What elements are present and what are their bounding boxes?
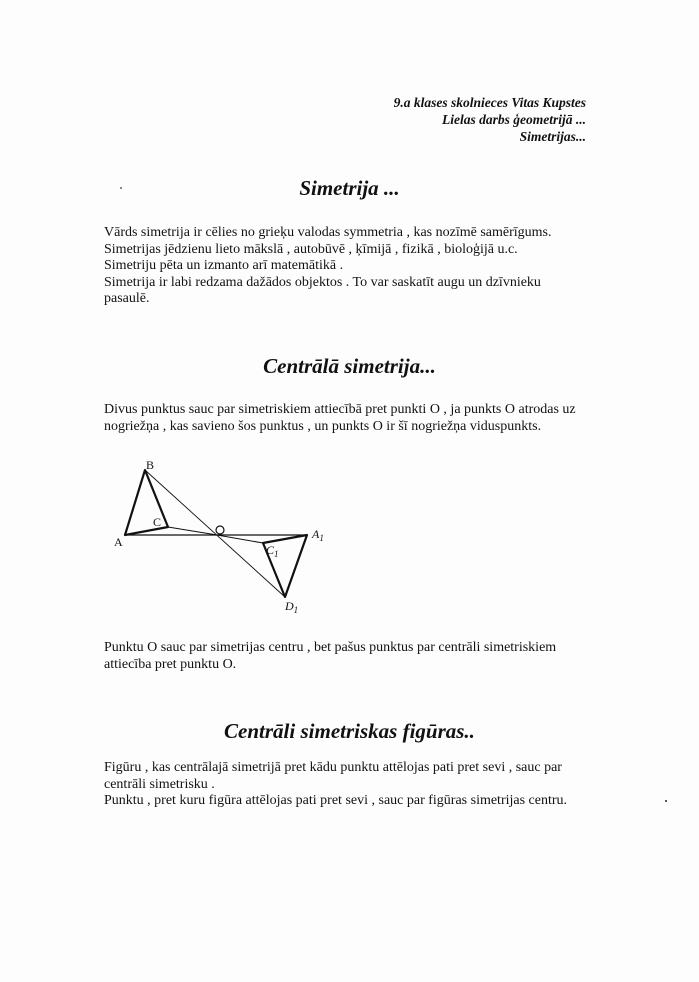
- paragraph-line: Vārds simetrija ir cēlies no grieķu valodas symmetria , kas nozīmē samērīgums.: [104, 225, 552, 240]
- label-A: A: [114, 535, 123, 549]
- label-A1: $A_1$: [312, 527, 324, 543]
- label-B: B: [146, 458, 155, 472]
- header-line-topic: Simetrijas...: [519, 129, 586, 144]
- label-D1: $D_1$: [285, 599, 299, 615]
- paragraph-line: nogriežņa , kas savieno šos punktus , un punkts O ir šī nogriežņa viduspunkts.: [104, 418, 542, 434]
- paragraph-line: Figūru , kas centrālajā simetrijā pret kādu punktu attēlojas pati pret sevi , sauc par: [104, 760, 562, 775]
- label-C: C: [153, 515, 162, 529]
- paragraph-line: Divus punktus sauc par simetriskiem attiecībā pret punkti O , ja punkts O atrodas uz: [104, 402, 576, 417]
- paragraph-line: centrāli simetrisku .: [104, 776, 215, 792]
- section-body-symmetric-figures: [104, 760, 594, 810]
- paragraph-line: Simetriju pēta un izmanto arī matemātikā .: [104, 258, 344, 273]
- paragraph-line: Simetrijas jēdzienu lieto mākslā , autobūvē , ķīmijā , fizikā , bioloģijā u.c.: [104, 241, 518, 257]
- center-point-O: [216, 526, 224, 534]
- scan-speck: [120, 187, 122, 189]
- label-C1: $C_1$: [266, 543, 279, 559]
- section-title-symmetric-figures: Centrāli simetriskas figūras..: [224, 719, 475, 743]
- scan-speck: [665, 800, 667, 802]
- header-line-author: 9.a klases skolnieces Vitas Kupstes: [393, 95, 586, 110]
- header-line-work: Lielas darbs ģeometrijā ...: [442, 112, 586, 127]
- triangle-ABC: [125, 470, 168, 535]
- paragraph-line: Punktu , pret kuru figūra attēlojas pati pret sevi , sauc par figūras simetrijas centru.: [104, 793, 568, 808]
- segment-B-D1: [145, 470, 285, 597]
- section-title-central-symmetry: Centrālā simetrija...: [263, 354, 436, 378]
- section-title-symmetry: Simetrija ...: [299, 176, 400, 200]
- section-body-central-symmetry-after: [104, 640, 594, 673]
- paragraph-line: Punktu O sauc par simetrijas centru , bet pašus punktus par centrāli simetriskiem: [104, 640, 557, 655]
- paragraph-line: Simetrija ir labi redzama dažādos objektos . To var saskatīt augu un dzīvnieku: [104, 274, 541, 290]
- paragraph-line: pasaulē.: [104, 291, 150, 306]
- paragraph-line: attiecība pret punktu O.: [104, 656, 237, 672]
